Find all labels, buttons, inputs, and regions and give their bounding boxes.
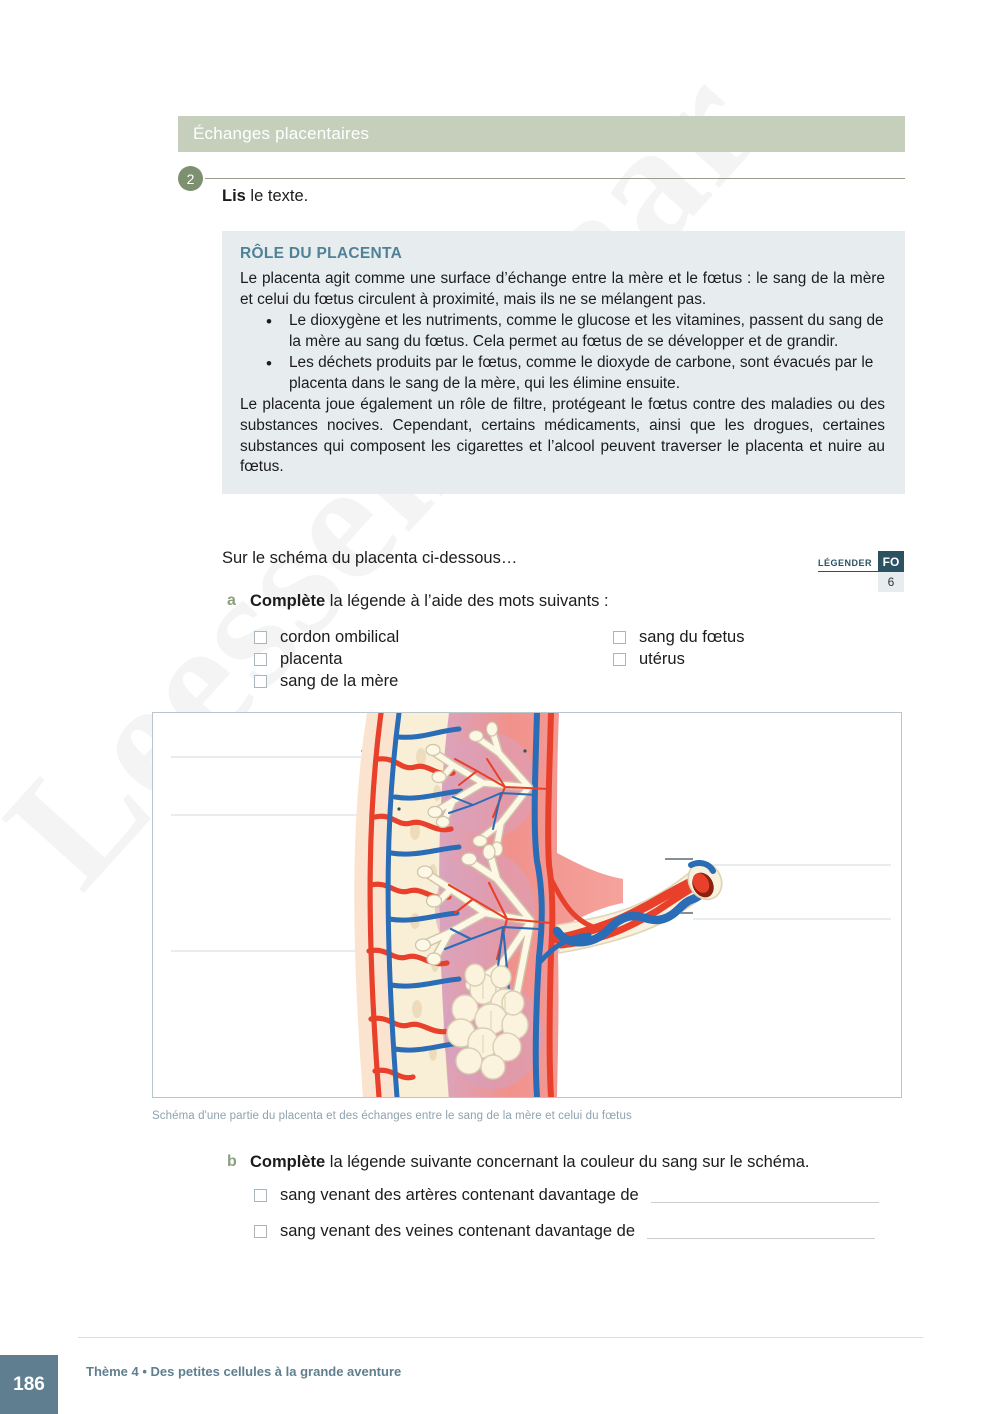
competence-badge-codes <box>878 551 904 592</box>
competence-badge <box>818 551 904 592</box>
word-bank-label: cordon ombilical <box>280 627 400 646</box>
checkbox-icon[interactable] <box>613 653 626 666</box>
word-bank-item[interactable] <box>254 648 399 670</box>
question-b-rest: la légende suivante concernant la couleur du sang sur le schéma. <box>325 1153 810 1171</box>
page-number: 186 <box>13 1373 45 1395</box>
checkbox-icon[interactable] <box>254 1225 267 1238</box>
answer-row-veins[interactable] <box>254 1222 875 1241</box>
word-bank-item[interactable] <box>254 670 399 692</box>
footer-divider <box>78 1337 923 1338</box>
exercise-number-badge: 2 <box>178 166 203 191</box>
section-header-bar <box>178 116 905 152</box>
answer-label: sang venant des veines contenant davantage de <box>280 1222 636 1240</box>
info-paragraph-1: Le placenta agit comme une surface d’échange entre la mère et le fœtus : le sang de la mère et celui du fœtus circulent à proximité, mais ils ne se mélangent pas. <box>240 270 885 308</box>
question-a-text <box>250 592 609 611</box>
placenta-diagram-figure <box>152 712 902 1098</box>
word-bank-right-column <box>613 626 744 670</box>
figure-caption: Schéma d'une partie du placenta et des échanges entre le sang de la mère et celui du fœtus <box>152 1110 632 1122</box>
checkbox-icon[interactable] <box>613 631 626 644</box>
question-a-verb: Complète <box>250 592 326 610</box>
schema-leadin-text: Sur le schéma du placenta ci-dessous… <box>222 549 518 567</box>
section-title: Échanges placentaires <box>193 124 370 143</box>
word-bank-label: utérus <box>639 649 685 668</box>
footer-theme-label: Thème 4 • Des petites cellules à la grande aventure <box>86 1364 402 1379</box>
word-bank-item[interactable] <box>613 648 744 670</box>
info-paragraph-2: Le placenta joue également un rôle de filtre, protégeant le fœtus contre des maladies ou des substances nocives. Cependant, certains médicaments, ainsi que les drogues, certaines substances qui composent les cigarettes et l’alcool peuvent traverser le placenta et nuire au fœtus. <box>240 395 885 476</box>
checkbox-icon[interactable] <box>254 653 267 666</box>
answer-row-arteries[interactable] <box>254 1186 879 1205</box>
info-bullet-list <box>240 311 885 395</box>
info-bullet-item: • Le dioxygène et les nutriments, comme le glucose et les vitamines, passent du sang de la mère au sang du fœtus. Cela permet au fœtus de se développer et de grandir. <box>262 311 885 353</box>
info-textbox-title: RÔLE DU PLACENTA <box>240 245 403 262</box>
question-b-marker: b <box>227 1153 237 1170</box>
exercise-instruction <box>222 187 308 206</box>
question-b-text <box>250 1153 810 1172</box>
word-bank-left-column <box>254 626 399 692</box>
word-bank-label: sang de la mère <box>280 671 399 690</box>
answer-write-line[interactable] <box>647 1238 875 1239</box>
leader-dot <box>397 807 400 810</box>
checkbox-icon[interactable] <box>254 631 267 644</box>
question-b-verb: Complète <box>250 1153 326 1171</box>
word-bank-item[interactable] <box>613 626 744 648</box>
page-number-box <box>0 1355 58 1414</box>
exercise-instruction-rest: le texte. <box>245 187 309 205</box>
placenta-schematic-svg <box>153 713 901 1097</box>
competence-badge-number: 6 <box>878 572 904 592</box>
leader-dot <box>523 749 526 752</box>
competence-badge-label: LÉGENDER <box>818 551 878 572</box>
word-bank-item[interactable] <box>254 626 399 648</box>
answer-write-line[interactable] <box>651 1202 879 1203</box>
checkbox-icon[interactable] <box>254 675 267 688</box>
question-a-rest: la légende à l’aide des mots suivants : <box>325 592 609 610</box>
word-bank-label: placenta <box>280 649 343 668</box>
info-bullet-item: • Les déchets produits par le fœtus, comme le dioxyde de carbone, sont évacués par le placenta dans le sang de la mère, qui les élimine ensuite. <box>262 353 885 395</box>
question-a-marker: a <box>227 592 236 609</box>
exercise-divider-rule <box>205 178 905 179</box>
answer-label: sang venant des artères contenant davantage de <box>280 1186 639 1204</box>
checkbox-icon[interactable] <box>254 1189 267 1202</box>
exercise-instruction-verb: Lis <box>222 187 246 205</box>
word-bank-label: sang du fœtus <box>639 627 745 646</box>
info-textbox <box>222 231 905 494</box>
competence-badge-code: FO <box>878 551 904 572</box>
